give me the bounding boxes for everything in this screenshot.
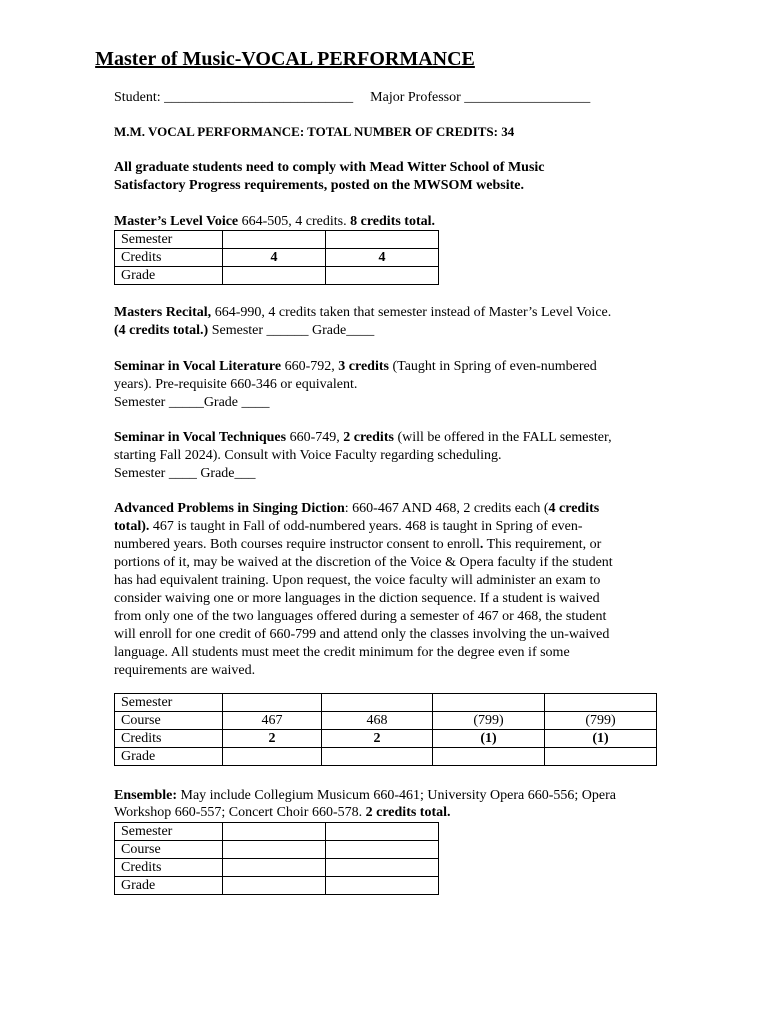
seminar-tech-credits: 2 credits: [343, 430, 394, 445]
diction-text-2: 467 is taught in Fall of odd-numbered years. 468 is taught in Spring of even-: [149, 519, 583, 534]
diction-line-10: requirements are waived.: [114, 663, 256, 678]
major-professor-blank[interactable]: __________________: [464, 90, 591, 105]
table-row: [115, 231, 439, 249]
table-cell[interactable]: [322, 694, 433, 712]
diction-text-3: numbered years. Both courses require instructor consent to enroll: [114, 537, 480, 552]
table-cell[interactable]: [326, 267, 439, 285]
ensemble-text-2: Workshop 660-557; Concert Choir 660-578.: [114, 805, 366, 820]
table-cell[interactable]: [545, 694, 657, 712]
table-row: [115, 730, 657, 748]
table-row: [115, 712, 657, 730]
course-cell: (799): [433, 712, 545, 730]
credit-cell: 2: [223, 730, 322, 748]
seminar-lit-credits: 3 credits: [338, 359, 389, 374]
diction-line-3: [114, 536, 601, 554]
table-row: [115, 823, 439, 841]
diction-table: [114, 693, 657, 766]
row-label: Semester: [115, 694, 223, 712]
course-cell: (799): [545, 712, 657, 730]
table-cell[interactable]: [433, 694, 545, 712]
major-professor-label: Major Professor: [370, 90, 461, 105]
masters-voice-table: [114, 230, 439, 285]
seminar-tech-title: Seminar in Vocal Techniques: [114, 430, 287, 445]
recital-total: (4 credits total.): [114, 323, 209, 338]
ensemble-table: [114, 822, 439, 895]
row-label: Grade: [115, 877, 223, 895]
seminar-lit-fields[interactable]: Semester _____Grade ____: [114, 395, 270, 410]
ensemble-text: May include Collegium Musicum 660-461; University Opera 660-556; Opera: [177, 788, 616, 803]
row-label: Semester: [115, 823, 223, 841]
row-label: Credits: [115, 249, 223, 267]
diction-total: 4 credits: [548, 501, 600, 516]
diction-total-2: total).: [114, 519, 150, 534]
diction-line-4: portions of it, may be waived at the discretion of the Voice & Opera faculty if the student: [114, 555, 613, 570]
diction-line-1: [114, 500, 599, 518]
diction-title: Advanced Problems in Singing Diction: [114, 501, 345, 516]
table-cell[interactable]: [326, 841, 439, 859]
table-row: [115, 249, 439, 267]
recital-line-1: [114, 304, 611, 322]
course-cell: 468: [322, 712, 433, 730]
diction-line-6: consider waiving one or more languages in the diction sequence. If a student is waived: [114, 591, 600, 606]
table-row: [115, 694, 657, 712]
ensemble-line-1: [114, 787, 616, 805]
recital-title: Masters Recital,: [114, 305, 212, 320]
table-row: [115, 877, 439, 895]
recital-text: 664-990, 4 credits taken that semester instead of Master’s Level Voice.: [211, 305, 612, 320]
seminar-lit-title: Seminar in Vocal Literature: [114, 359, 282, 374]
page-title: Master of Music-VOCAL PERFORMANCE: [95, 48, 475, 70]
seminar-tech-text: 660-749,: [286, 430, 344, 445]
row-label: Credits: [115, 730, 223, 748]
diction-line-7: from only one of the two languages offered during a semester of 467 or 468, the student: [114, 609, 607, 624]
table-row: [115, 748, 657, 766]
notice-line-1: All graduate students need to comply with Mead Witter School of Music: [114, 160, 545, 175]
diction-text-3b: This requirement, or: [483, 537, 602, 552]
row-label: Grade: [115, 267, 223, 285]
table-cell[interactable]: [322, 748, 433, 766]
diction-line-5: has had equivalent training. Upon request, the voice faculty will administer an exam to: [114, 573, 601, 588]
table-cell[interactable]: [223, 694, 322, 712]
recital-line-2: [114, 322, 374, 340]
table-cell[interactable]: [223, 823, 326, 841]
row-label: Course: [115, 841, 223, 859]
row-label: Credits: [115, 859, 223, 877]
student-blank[interactable]: ___________________________: [164, 90, 354, 105]
seminar-lit-text-2: (Taught in Spring of even-numbered: [388, 359, 597, 374]
table-row: [115, 859, 439, 877]
table-cell[interactable]: [223, 859, 326, 877]
seminar-lit-text: 660-792,: [281, 359, 339, 374]
table-row: [115, 841, 439, 859]
table-cell[interactable]: [223, 748, 322, 766]
table-row: [115, 267, 439, 285]
diction-period: .: [479, 537, 484, 552]
diction-text: : 660-467 AND 468, 2 credits each (: [344, 501, 549, 516]
masters-voice-info: 664-505, 4 credits.: [238, 214, 351, 229]
masters-voice-title: Master’s Level Voice: [114, 214, 239, 229]
credit-cell: 4: [223, 249, 326, 267]
row-label: Semester: [115, 231, 223, 249]
course-cell: 467: [223, 712, 322, 730]
row-label: Course: [115, 712, 223, 730]
ensemble-total: 2 credits total.: [365, 805, 451, 820]
student-line: [114, 89, 590, 107]
ensemble-line-2: [114, 804, 451, 822]
seminar-lit-line-1: [114, 358, 597, 376]
table-cell[interactable]: [223, 841, 326, 859]
masters-voice-total: 8 credits total.: [350, 214, 436, 229]
credit-cell: 2: [322, 730, 433, 748]
row-label: Grade: [115, 748, 223, 766]
table-cell[interactable]: [545, 748, 657, 766]
credit-cell: (1): [545, 730, 657, 748]
seminar-tech-fields[interactable]: Semester ____ Grade___: [114, 466, 256, 481]
diction-line-9: language. All students must meet the credit minimum for the degree even if some: [114, 645, 570, 660]
total-credits-heading: M.M. VOCAL PERFORMANCE: TOTAL NUMBER OF CREDITS: 34: [114, 124, 515, 139]
recital-fields[interactable]: Semester ______ Grade____: [208, 323, 375, 338]
notice-line-2: Satisfactory Progress requirements, posted on the MWSOM website.: [114, 178, 524, 193]
seminar-tech-line-1: [114, 429, 612, 447]
seminar-lit-line-2: years). Pre-requisite 660-346 or equivalent.: [114, 377, 358, 392]
table-cell[interactable]: [433, 748, 545, 766]
credit-cell: (1): [433, 730, 545, 748]
diction-line-2: [114, 518, 583, 536]
ensemble-title: Ensemble:: [114, 788, 177, 803]
student-label: Student:: [114, 90, 161, 105]
table-cell[interactable]: [326, 231, 439, 249]
table-cell[interactable]: [326, 859, 439, 877]
masters-voice-heading: [114, 213, 435, 231]
seminar-tech-line-2: starting Fall 2024). Consult with Voice Faculty regarding scheduling.: [114, 448, 502, 463]
table-cell[interactable]: [223, 877, 326, 895]
table-cell[interactable]: [326, 823, 439, 841]
table-cell[interactable]: [223, 231, 326, 249]
table-cell[interactable]: [326, 877, 439, 895]
credit-cell: 4: [326, 249, 439, 267]
table-cell[interactable]: [223, 267, 326, 285]
seminar-tech-text-2: (will be offered in the FALL semester,: [393, 430, 612, 445]
diction-line-8: will enroll for one credit of 660-799 and attend only the classes involving the un-waived: [114, 627, 610, 642]
